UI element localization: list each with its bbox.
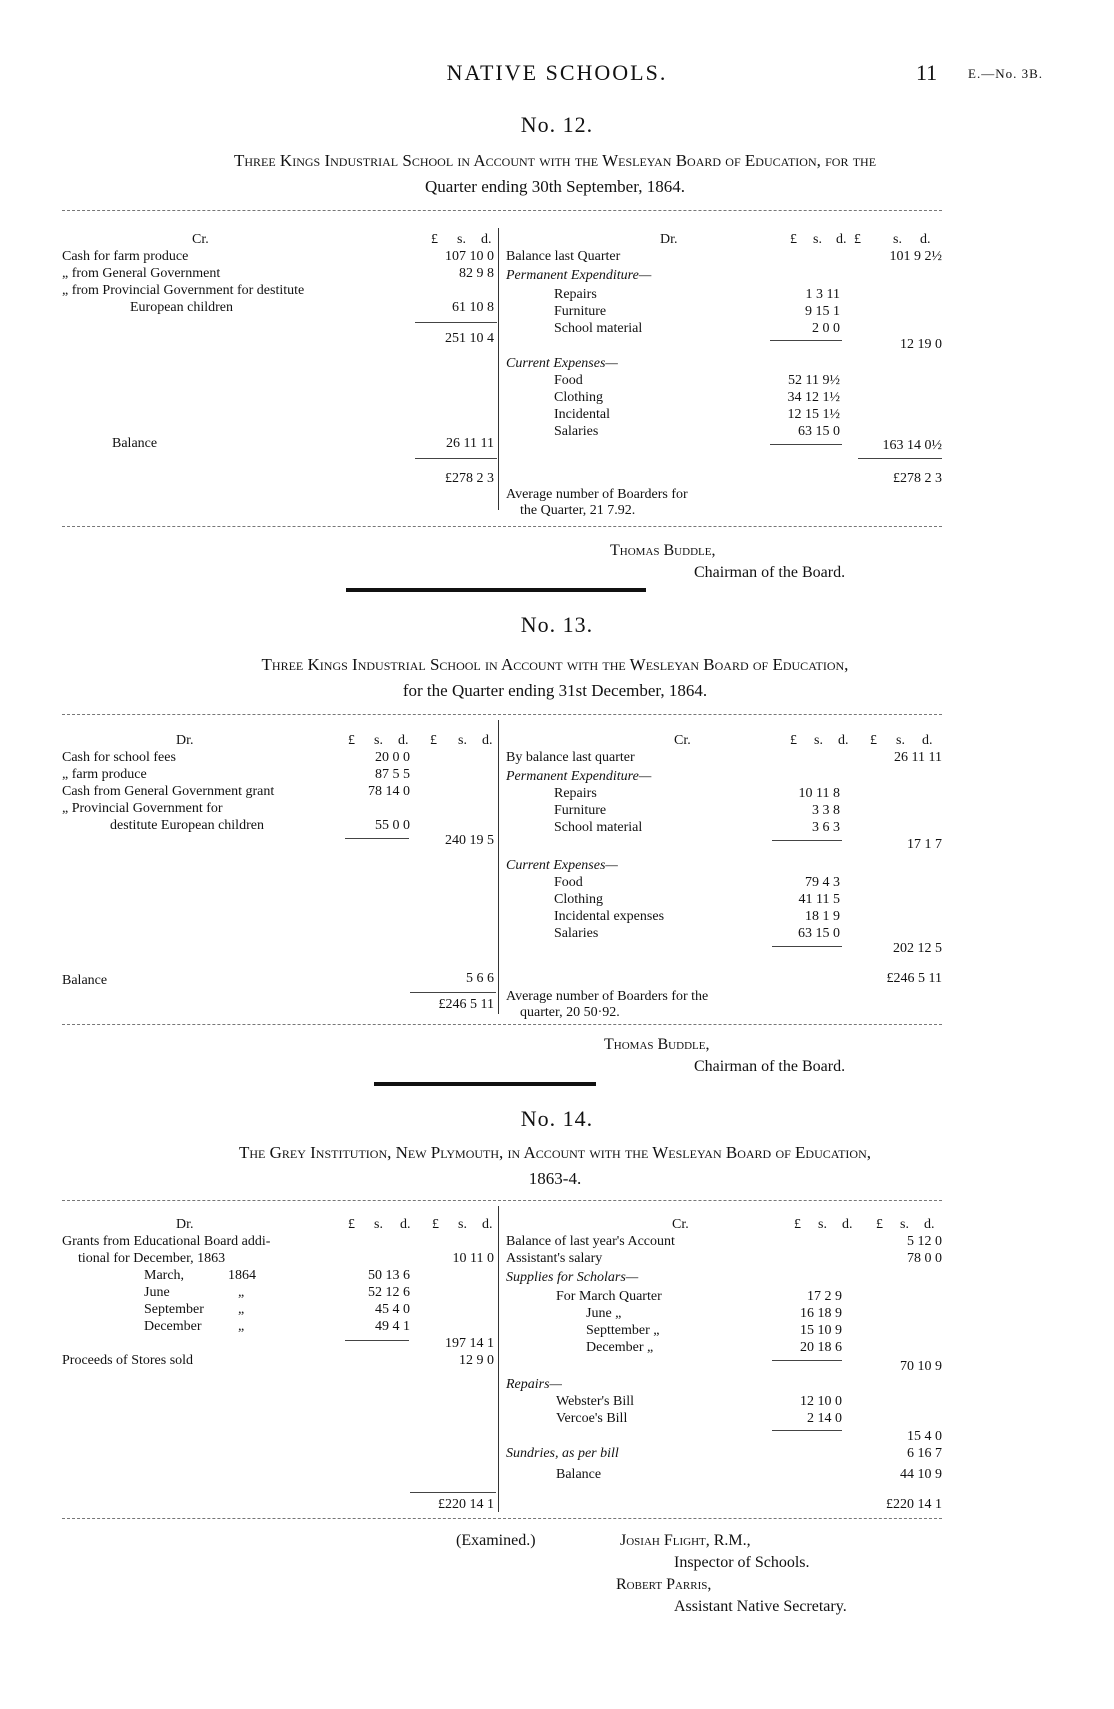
signatory-name: Robert Parris, (616, 1576, 712, 1593)
pence-heading: d. (836, 232, 847, 247)
category-heading: Repairs— (506, 1377, 562, 1392)
total-rule (858, 458, 942, 459)
column-divider (498, 720, 499, 1014)
shillings-heading: s. (896, 733, 905, 748)
pounds-heading: £ (431, 232, 438, 247)
pence-heading: d. (842, 1217, 853, 1232)
row-amount: 101 9 2½ (889, 249, 942, 264)
row-label: For March Quarter (556, 1289, 662, 1304)
rule (62, 1518, 942, 1519)
row-amount: 52 11 9½ (788, 373, 840, 388)
section-13-subtitle: for the Quarter ending 31st December, 1864. (402, 681, 708, 700)
pounds-heading: £ (870, 733, 877, 748)
category-heading: Current Expenses— (506, 858, 618, 873)
balance-amount: 26 11 11 (446, 436, 494, 451)
row-label: Furniture (554, 304, 607, 319)
section-14-number: No. 14. (520, 1106, 594, 1131)
row-amount: 12 9 0 (459, 1353, 494, 1368)
shillings-heading: s. (813, 232, 822, 247)
pence-heading: d. (398, 733, 409, 748)
subtotal-amount: 163 14 0½ (882, 438, 942, 453)
shillings-heading: s. (900, 1217, 909, 1232)
row-label: Balance last Quarter (506, 249, 621, 264)
shillings-heading: s. (814, 733, 823, 748)
pounds-heading: £ (432, 1217, 439, 1232)
subtotal-amount: 240 19 5 (445, 833, 494, 848)
signatory-title: Chairman of the Board. (694, 564, 846, 581)
row-label: Cash from General Government grant (62, 784, 275, 799)
row-amount: 61 10 8 (452, 300, 494, 315)
row-amount: 15 10 9 (800, 1323, 842, 1338)
balance-amount: 44 10 9 (900, 1467, 942, 1482)
signatory-title: Chairman of the Board. (694, 1058, 846, 1075)
pounds-heading: £ (430, 733, 437, 748)
subtotal-amount: 15 4 0 (907, 1429, 942, 1444)
boarders-note: quarter, 20 50·92. (520, 1005, 620, 1020)
column-divider (498, 1206, 499, 1512)
row-amount: 26 11 11 (894, 750, 942, 765)
section-12-subtitle: Quarter ending 30th September, 1864. (425, 177, 685, 196)
rule (62, 714, 942, 715)
row-label: Webster's Bill (556, 1394, 634, 1409)
debit-heading: Dr. (660, 232, 678, 247)
section-12-title: Three Kings Industrial School in Account with the Wesleyan Board of Education, for the (233, 151, 877, 170)
row-amount: 1 3 11 (805, 287, 840, 302)
row-label: Incidental (554, 407, 610, 422)
pounds-heading: £ (348, 733, 355, 748)
category-heading: Supplies for Scholars— (506, 1270, 639, 1285)
row-amount: 79 4 3 (805, 875, 840, 890)
shillings-heading: s. (458, 1217, 467, 1232)
row-label: Furniture (554, 803, 607, 818)
row-label: Septtember „ (586, 1323, 660, 1338)
row-label: Clothing (554, 390, 604, 405)
total-rule (410, 1492, 496, 1493)
row-amount: 50 13 6 (368, 1268, 410, 1283)
shillings-heading: s. (374, 733, 383, 748)
row-label: „ farm produce (62, 767, 147, 782)
total-rule (415, 458, 497, 459)
row-label: „ from Provincial Government for destitute (62, 283, 305, 298)
running-title: NATIVE SCHOOLS. (446, 60, 668, 85)
document-reference: E.—No. 3B. (968, 66, 1043, 81)
row-amount: 45 4 0 (375, 1302, 410, 1317)
rule (62, 526, 942, 527)
boarders-note: Average number of Boarders for the (506, 989, 709, 1004)
subtotal-rule (345, 1340, 409, 1341)
row-amount: 87 5 5 (375, 767, 410, 782)
row-label: Incidental expenses (554, 909, 665, 924)
row-amount: 3 3 8 (812, 803, 840, 818)
signatory-title: Inspector of Schools. (674, 1554, 810, 1571)
row-label: Clothing (554, 892, 604, 907)
rule (62, 1200, 942, 1201)
row-label: By balance last quarter (506, 750, 635, 765)
subtotal-rule (772, 1360, 842, 1361)
subtotal-amount: 197 14 1 (445, 1336, 494, 1351)
balance-label: Balance (62, 973, 108, 988)
page-number: 11 (916, 60, 938, 85)
balance-amount: 5 6 6 (466, 971, 494, 986)
row-amount: 20 0 0 (375, 750, 410, 765)
credit-heading: Cr. (674, 733, 691, 748)
section-13-title: Three Kings Industrial School in Account with the Wesleyan Board of Education, (261, 655, 849, 674)
pounds-heading: £ (790, 733, 797, 748)
boarders-note: the Quarter, 21 7.92. (520, 503, 636, 518)
row-amount: 10 11 8 (798, 786, 840, 801)
row-amount: 17 2 9 (807, 1289, 842, 1304)
row-label: School material (554, 820, 643, 835)
row-label: Cash for farm produce (62, 249, 189, 264)
section-13-number: No. 13. (520, 612, 594, 637)
section-12-number: No. 12. (520, 112, 594, 137)
row-label: June „ (586, 1306, 622, 1321)
row-label: Repairs (554, 786, 597, 801)
section-14-title: The Grey Institution, New Plymouth, in Account with the Wesleyan Board of Education, (238, 1143, 872, 1162)
subtotal-rule (770, 444, 842, 445)
row-amount: 63 15 0 (798, 926, 840, 941)
row-label: Food (554, 373, 583, 388)
row-label: Balance of last year's Account (506, 1234, 675, 1249)
row-amount: 52 12 6 (368, 1285, 410, 1300)
row-amount: 78 14 0 (368, 784, 410, 799)
ditto-mark: „ (238, 1302, 245, 1317)
rule (62, 210, 942, 211)
total-amount: £246 5 11 (438, 997, 494, 1012)
row-label: December „ (586, 1340, 654, 1355)
pence-heading: d. (838, 733, 849, 748)
row-label: Assistant's salary (506, 1251, 603, 1266)
row-amount: 2 14 0 (807, 1411, 842, 1426)
shillings-heading: s. (458, 733, 467, 748)
section-divider (346, 588, 646, 592)
credit-heading: Cr. (192, 232, 209, 247)
total-amount: £220 14 1 (438, 1497, 494, 1512)
row-amount: 18 1 9 (805, 909, 840, 924)
subtotal-rule (415, 322, 497, 323)
row-amount: 34 12 1½ (787, 390, 840, 405)
subtotal-amount: 12 19 0 (900, 337, 942, 352)
subtotal-rule (345, 838, 409, 839)
row-amount: 3 6 3 (812, 820, 840, 835)
subtotal-rule (772, 1430, 842, 1431)
row-label: tional for December, 1863 (78, 1251, 226, 1266)
balance-label: Balance (556, 1467, 602, 1482)
boarders-note: Average number of Boarders for (506, 487, 688, 502)
row-amount: 2 0 0 (812, 321, 840, 336)
month-label: June (144, 1285, 170, 1300)
pence-heading: d. (924, 1217, 935, 1232)
pence-heading: d. (481, 232, 492, 247)
pounds-heading: £ (854, 232, 861, 247)
debit-heading: Dr. (176, 1217, 194, 1232)
pounds-heading: £ (794, 1217, 801, 1232)
credit-heading: Cr. (672, 1217, 689, 1232)
row-amount: 12 10 0 (800, 1394, 842, 1409)
row-amount: 55 0 0 (375, 818, 410, 833)
category-heading: Current Expenses— (506, 356, 618, 371)
signatory-name: Thomas Buddle, (604, 1036, 710, 1053)
row-label: Proceeds of Stores sold (62, 1353, 194, 1368)
signatory-name: Josiah Flight, R.M., (620, 1532, 751, 1549)
row-amount: 41 11 5 (798, 892, 840, 907)
pounds-heading: £ (876, 1217, 883, 1232)
row-label: destitute European children (110, 818, 264, 833)
row-amount: 5 12 0 (907, 1234, 942, 1249)
row-amount: 20 18 6 (800, 1340, 842, 1355)
row-label: Cash for school fees (62, 750, 176, 765)
signatory-title: Assistant Native Secretary. (674, 1598, 847, 1615)
month-label: March, (144, 1268, 185, 1283)
row-label: „ Provincial Government for (62, 801, 223, 816)
section-divider (374, 1082, 596, 1086)
row-amount: 9 15 1 (805, 304, 840, 319)
month-label: September (144, 1302, 204, 1317)
row-amount: 49 4 1 (375, 1319, 410, 1334)
total-amount: £246 5 11 (886, 971, 942, 986)
shillings-heading: s. (893, 232, 902, 247)
row-amount: 107 10 0 (445, 249, 494, 264)
row-label: Sundries, as per bill (506, 1446, 619, 1461)
pounds-heading: £ (348, 1217, 355, 1232)
subtotal-amount: 17 1 7 (907, 837, 942, 852)
debit-heading: Dr. (176, 733, 194, 748)
pence-heading: d. (922, 733, 933, 748)
row-label: Repairs (554, 287, 597, 302)
row-label: Food (554, 875, 583, 890)
shillings-heading: s. (818, 1217, 827, 1232)
total-amount: £220 14 1 (886, 1497, 942, 1512)
row-amount: 10 11 0 (452, 1251, 494, 1266)
row-amount: 16 18 9 (800, 1306, 842, 1321)
balance-label: Balance (112, 436, 158, 451)
row-amount: 82 9 8 (459, 266, 494, 281)
row-label: Salaries (554, 926, 599, 941)
subtotal-rule (772, 946, 842, 947)
category-heading: Permanent Expenditure— (506, 268, 652, 283)
month-label: December (144, 1319, 202, 1334)
shillings-heading: s. (374, 1217, 383, 1232)
pence-heading: d. (920, 232, 931, 247)
ditto-mark: „ (238, 1285, 245, 1300)
row-label: Vercoe's Bill (556, 1411, 628, 1426)
total-amount: £278 2 3 (893, 471, 942, 486)
category-heading: Permanent Expenditure— (506, 769, 652, 784)
pence-heading: d. (400, 1217, 411, 1232)
row-amount: 63 15 0 (798, 424, 840, 439)
row-label: Salaries (554, 424, 599, 439)
shillings-heading: s. (457, 232, 466, 247)
year-label: 1864 (228, 1268, 256, 1283)
pence-heading: d. (482, 1217, 493, 1232)
subtotal-rule (770, 340, 842, 341)
column-divider (498, 228, 499, 510)
row-amount: 6 16 7 (907, 1446, 942, 1461)
signatory-name: Thomas Buddle, (610, 542, 716, 559)
subtotal-amount: 202 12 5 (893, 941, 942, 956)
row-label: School material (554, 321, 643, 336)
row-amount: 78 0 0 (907, 1251, 942, 1266)
pounds-heading: £ (790, 232, 797, 247)
rule (62, 1024, 942, 1025)
examined-note: (Examined.) (456, 1532, 536, 1549)
total-amount: £278 2 3 (445, 471, 494, 486)
pence-heading: d. (482, 733, 493, 748)
subtotal-amount: 251 10 4 (445, 331, 494, 346)
total-rule (410, 992, 496, 993)
row-label: European children (130, 300, 234, 315)
subtotal-rule (772, 840, 842, 841)
row-label: „ from General Government (62, 266, 221, 281)
section-14-subtitle: 1863-4. (528, 1169, 582, 1188)
row-label: Grants from Educational Board addi- (62, 1234, 271, 1249)
subtotal-amount: 70 10 9 (900, 1359, 942, 1374)
row-amount: 12 15 1½ (787, 407, 840, 422)
ditto-mark: „ (238, 1319, 245, 1334)
